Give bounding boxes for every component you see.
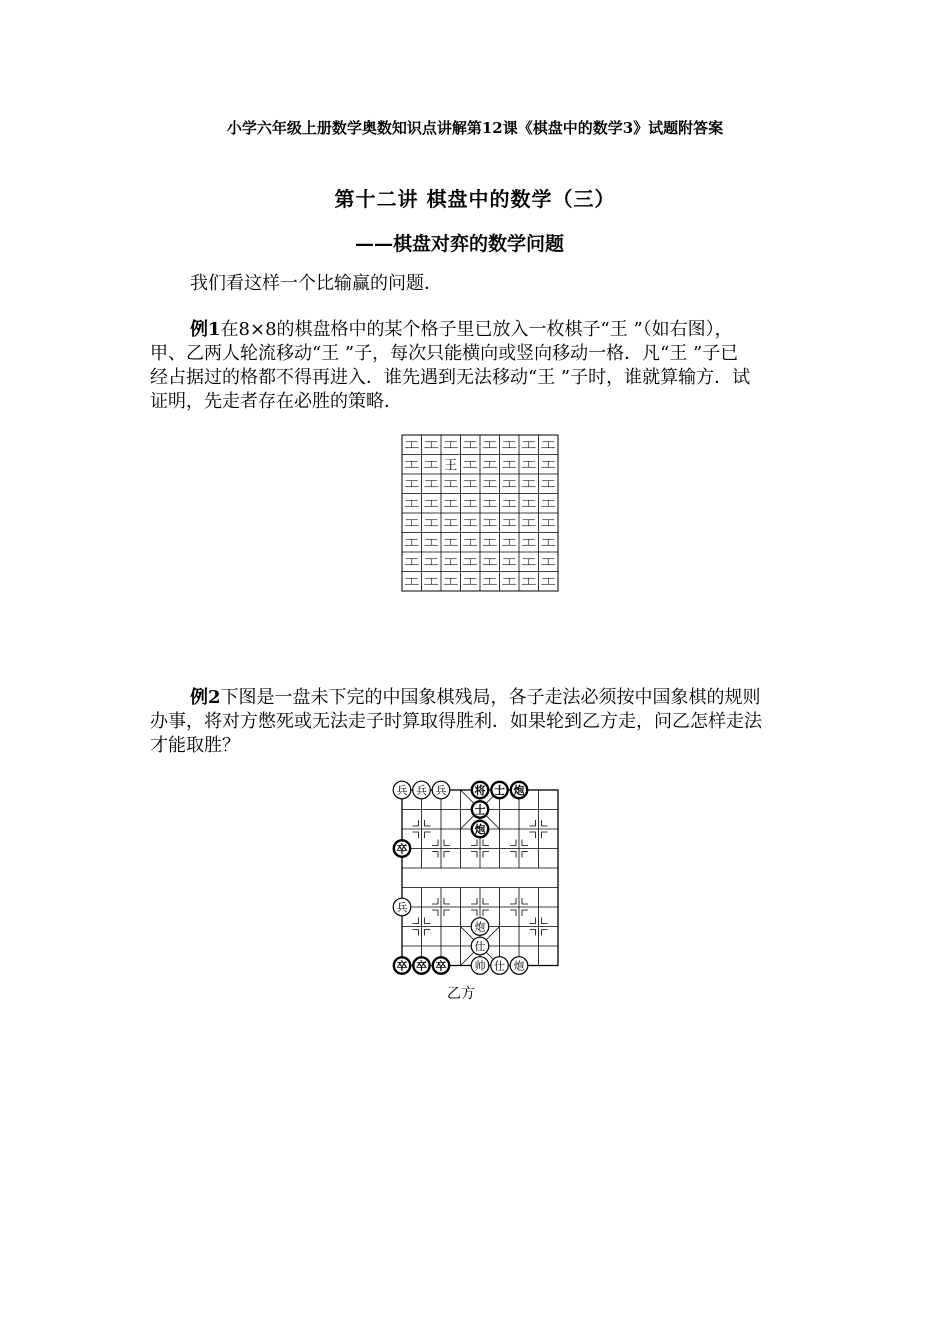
position-marker [510,852,516,858]
position-marker [522,852,528,858]
position-marker [522,840,528,846]
position-marker [413,820,419,826]
intro-paragraph: 我们看这样一个比输赢的问题． [190,273,442,294]
position-marker [510,910,516,916]
example-1-paragraph [150,318,810,414]
position-marker [444,898,450,904]
side-yi-label: 乙方 [447,986,475,1002]
piece-label: 士 [474,803,486,817]
example-1-line: 甲、乙两人轮流移动“王 ”子，每次只能横向或竖向移动一格．凡“王 ”子已 [150,343,739,364]
piece-label: 将 [474,784,486,798]
example-2-line: 下图是一盘未下完的中国象棋残局，各子走法必须按中国象棋的规则 [220,687,761,708]
piece-label: 炮 [513,959,525,973]
piece-label: 仕 [474,940,486,954]
position-marker [530,832,536,838]
position-marker [542,918,548,924]
position-marker [432,898,438,904]
position-marker [425,832,431,838]
example-2-line: 才能取胜？ [150,735,240,756]
position-marker [522,898,528,904]
piece-label: 炮 [474,920,486,934]
piece-label: 帅 [474,959,486,973]
lecture-title: 第十二讲 棋盘中的数学（三） [334,187,616,211]
piece-label: 卒 [396,959,408,973]
xiangqi-board [385,775,575,985]
piece-label: 卒 [416,959,427,973]
piece-label: 卒 [396,842,408,856]
example-1-line: 在8×8的棋盘格中的某个格子里已放入一枚棋子“王 ”（如右图）， [220,319,733,340]
position-marker [483,852,489,858]
piece-label: 卒 [435,959,447,973]
piece-label: 兵 [435,784,447,798]
position-marker [542,832,548,838]
position-marker [530,930,536,936]
position-marker [444,840,450,846]
position-marker [471,840,477,846]
position-marker [530,820,536,826]
position-marker [425,918,431,924]
document-header: 小学六年级上册数学奥数知识点讲解第12课《棋盘中的数学3》试题附答案 [226,119,724,137]
piece-label: 炮 [474,823,486,837]
position-marker [444,910,450,916]
position-marker [542,930,548,936]
position-marker [425,820,431,826]
position-marker [413,918,419,924]
example-1-line: 证明，先走者存在必胜的策略． [150,391,402,412]
position-marker [510,840,516,846]
piece-label: 仕 [494,959,505,973]
piece-label: 兵 [416,784,427,798]
position-marker [471,910,477,916]
example-2-paragraph [150,686,810,758]
position-marker [432,910,438,916]
position-marker [425,930,431,936]
position-marker [444,852,450,858]
piece-label: 兵 [396,784,408,798]
position-marker [483,840,489,846]
lecture-subtitle: ——棋盘对弈的数学问题 [355,233,565,255]
piece-label: 士 [494,784,505,798]
position-marker [542,820,548,826]
piece-label: 炮 [513,784,525,798]
position-marker [510,898,516,904]
king-piece: 王 [444,458,458,474]
position-marker [483,898,489,904]
position-marker [530,918,536,924]
position-marker [522,910,528,916]
example-1-line: 经占据过的格都不得再进入．谁先遇到无法移动“王 ”子时，谁就算输方．试 [150,367,751,388]
position-marker [432,840,438,846]
position-marker [413,832,419,838]
chessboard-8x8 [400,433,560,593]
example-2-label: 例2 [190,687,221,708]
piece-label: 兵 [396,901,408,915]
position-marker [471,852,477,858]
example-1-label: 例1 [190,319,221,340]
position-marker [413,930,419,936]
example-2-line: 办事，将对方憋死或无法走子时算取得胜利．如果轮到乙方走，问乙怎样走法 [150,711,762,732]
position-marker [432,852,438,858]
position-marker [471,898,477,904]
position-marker [483,910,489,916]
